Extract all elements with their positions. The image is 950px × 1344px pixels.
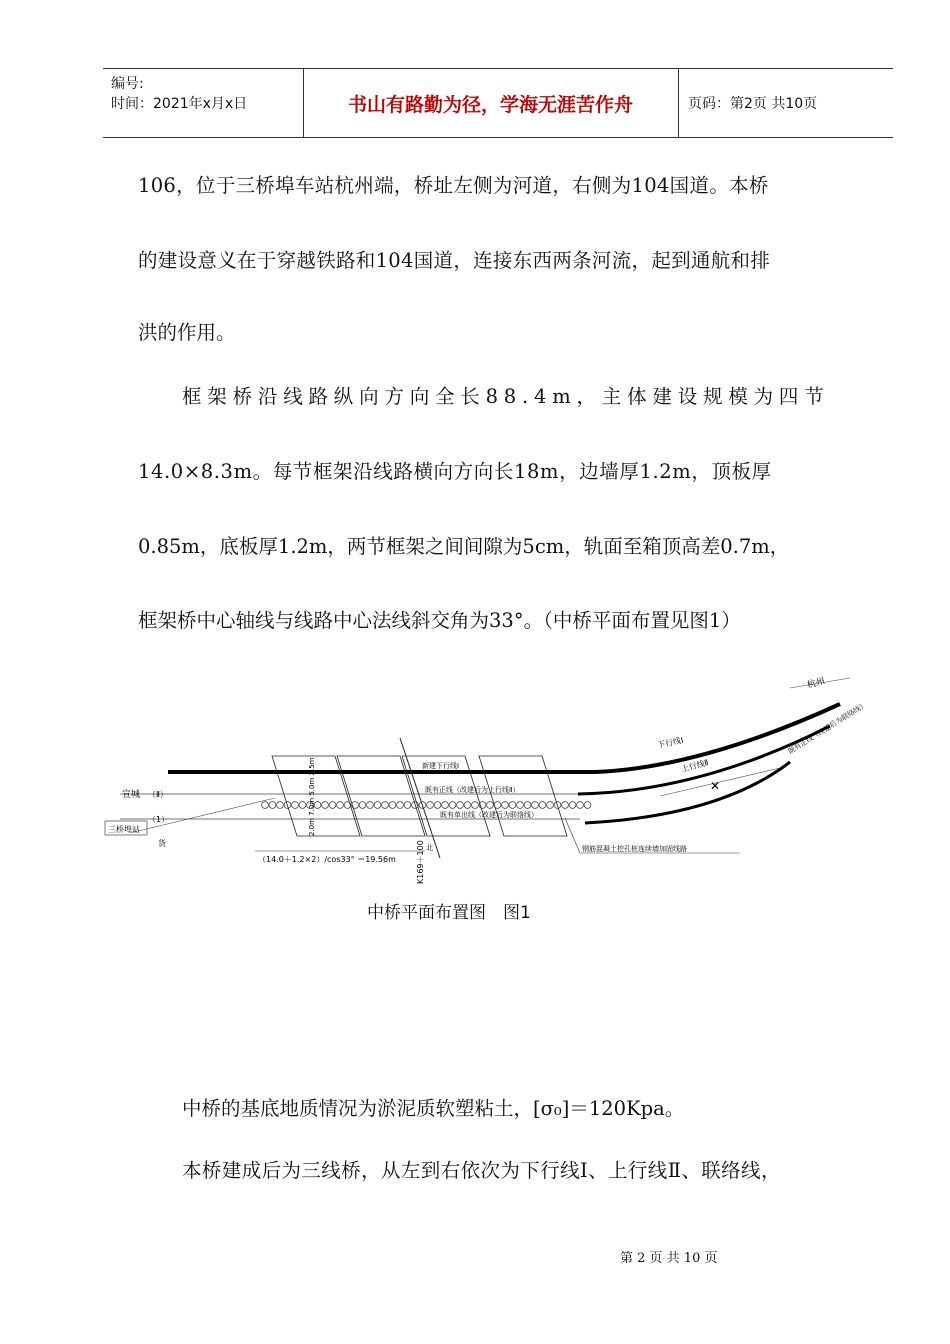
pile-circle (539, 802, 546, 809)
label-existing-branch: 既有单出线（改建后为联络线） (440, 811, 538, 819)
pile-circle (269, 802, 276, 809)
label-existing-main: 既有正线（改建后为上行线Ⅱ） (425, 786, 520, 794)
pile-circle (359, 802, 366, 809)
frame-box (479, 756, 567, 836)
pile-circle (472, 802, 479, 809)
pile-circle (532, 802, 539, 809)
pile-circle (449, 802, 456, 809)
pile-circle (494, 802, 501, 809)
frame-box (337, 756, 425, 836)
label-pile-note: 钢筋混凝土挖孔桩连续墙加固线路 (582, 845, 687, 853)
pile-circle (292, 802, 299, 809)
pile-circle (464, 802, 471, 809)
pile-circle (337, 802, 344, 809)
pile-circle (404, 802, 411, 809)
frame-box (272, 756, 360, 836)
label-down-line: 下行线Ⅰ (656, 735, 685, 750)
paragraph-line: 洪的作用。 (138, 321, 236, 344)
label-track-II: （Ⅱ） (148, 790, 168, 799)
paragraph-line: 14.0×8.3m。每节框架沿线路横向方向长18m，边墙厚1.2m，顶板厚 (138, 460, 772, 483)
pile-circle (577, 802, 584, 809)
pile-circle (389, 802, 396, 809)
label-xuancheng: 宣城 (122, 790, 141, 800)
pile-circle (562, 802, 569, 809)
header-meta (103, 69, 304, 137)
pile-circle (367, 802, 374, 809)
pile-circle (382, 802, 389, 809)
pile-circle (299, 802, 306, 809)
paragraph-line: 本桥建成后为三线桥，从左到右依次为下行线Ⅰ、上行线Ⅱ、联络线， (182, 1159, 781, 1182)
pile-circle (509, 802, 516, 809)
pile-circle (442, 802, 449, 809)
pile-circle (329, 802, 336, 809)
page-header (103, 68, 893, 138)
label-up-line: 上行线Ⅱ (680, 758, 710, 774)
pile-circle (397, 802, 404, 809)
pile-circle (374, 802, 381, 809)
time-label: 时间：2021年x月x日 (111, 96, 248, 112)
pile-circle (569, 802, 576, 809)
pile-circle (517, 802, 524, 809)
label-hangzhou: 杭州 (806, 676, 827, 691)
pile-circle (344, 802, 351, 809)
label-existing-main-right: 既有正线（改建后为联络线） (786, 700, 869, 756)
pile-circle (277, 802, 284, 809)
label-sanqiaobu: 三桥埠站 (108, 825, 140, 834)
pile-circle (502, 802, 509, 809)
page-footer: 第 2 页 共 10 页 (620, 1251, 718, 1266)
pile-circle (427, 802, 434, 809)
pile-circle (487, 802, 494, 809)
pile-circle (524, 802, 531, 809)
figure-caption: 中桥平面布置图 图1 (367, 903, 531, 923)
label-track-1: （1） (148, 815, 170, 824)
paragraph-line: 的建设意义在于穿越铁路和104国道，连接东西两条河流，起到通航和排 (138, 249, 771, 272)
paragraph-line: 0.85m，底板厚1.2m，两节框架之间间隙为5cm，轨面至箱顶高差0.7m， (138, 535, 790, 558)
crossover-mark: ✕ (710, 779, 721, 793)
pile-circle (322, 802, 329, 809)
header-page-info: 页码：第2页 共10页 (688, 96, 818, 112)
paragraph-line: 框架桥中心轴线与线路中心法线斜交角为33°。（中桥平面布置见图1） (138, 609, 741, 632)
label-mileage: K169＋100 (416, 840, 425, 884)
pile-circle (547, 802, 554, 809)
paragraph-line: 框架桥沿线路纵向方向全长88.4m，主体建设规模为四节 (182, 385, 830, 408)
bridge-plan-figure (100, 668, 869, 888)
label-north: 北 (426, 844, 433, 852)
paragraph-line: 106，位于三桥埠车站杭州端，桥址左侧为河道，右侧为104国道。本桥 (138, 174, 769, 197)
label-huo: 货 (158, 839, 166, 848)
number-label: 编号: (111, 76, 144, 92)
label-vertical-dim: 2.0m 7.0m 5.0m 2.5m (308, 757, 316, 836)
pile-circle (584, 802, 591, 809)
pile-circle (457, 802, 464, 809)
pile-circle (262, 802, 269, 809)
paragraph-line: 中桥的基底地质情况为淤泥质软塑粘土，[σ₀]＝120Kpa。 (182, 1097, 685, 1120)
label-new-down-line: 新建下行线Ⅰ (422, 762, 460, 770)
header-motto: 书山有路勤为径，学海无涯苦作舟 (303, 69, 679, 137)
pile-circle (434, 802, 441, 809)
label-dimension: （14.0＋1.2×2）/cos33° ＝19.56m (258, 855, 396, 864)
